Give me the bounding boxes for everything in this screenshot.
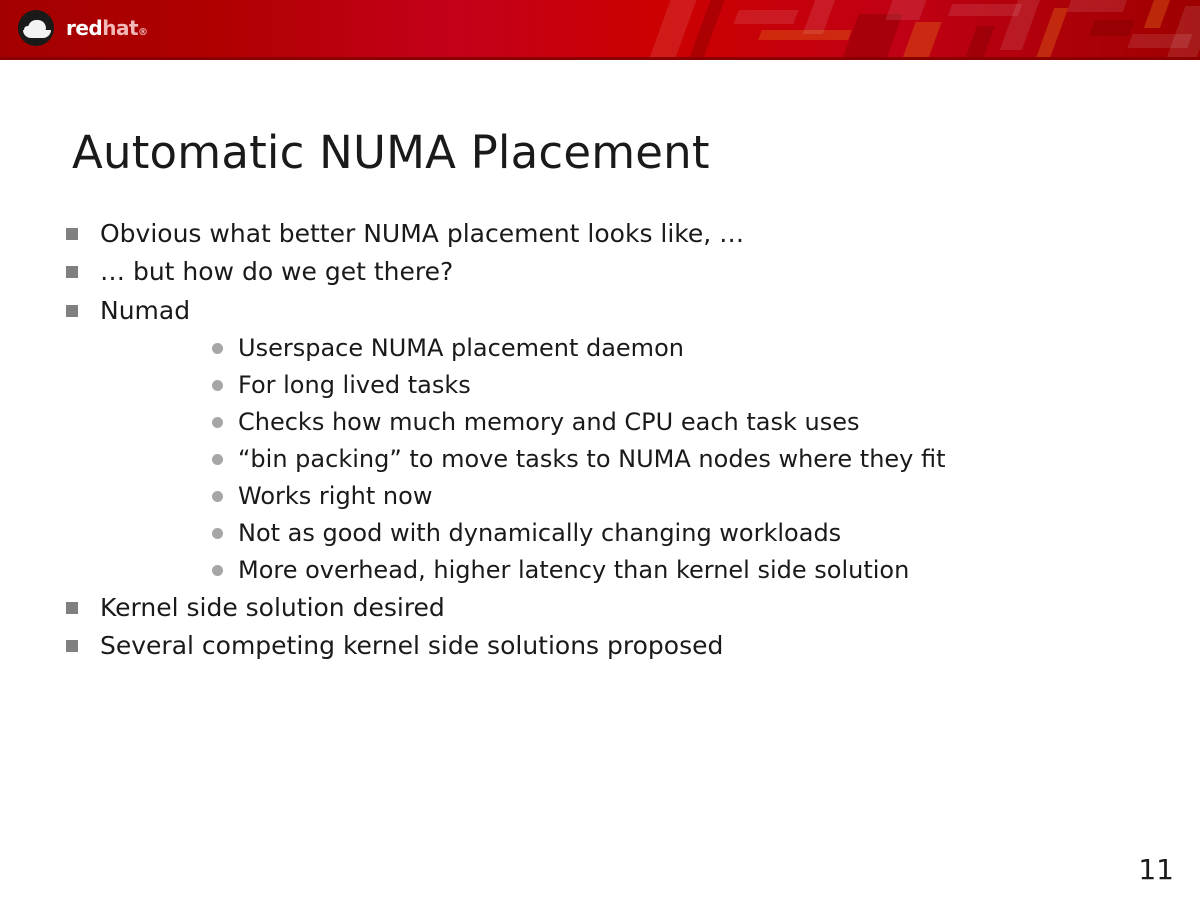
brand-trademark: ®	[138, 27, 148, 38]
square-bullet-icon	[66, 305, 78, 317]
bullet-text: Kernel side solution desired	[100, 592, 445, 622]
slide-body-content	[66, 218, 1146, 668]
sub-bullet-text: For long lived tasks	[238, 370, 471, 399]
brand-name-second: hat	[102, 16, 139, 40]
sub-bullet-item	[66, 555, 1146, 585]
bullet-item	[66, 295, 1146, 326]
sub-bullet-text: Userspace NUMA placement daemon	[238, 333, 684, 362]
sub-bullet-text: Not as good with dynamically changing workloads	[238, 518, 842, 547]
sub-bullet-text: “bin packing” to move tasks to NUMA nodes where they fit	[238, 444, 946, 473]
bullet-text: Several competing kernel side solutions proposed	[100, 631, 724, 660]
redhat-logo	[18, 8, 148, 48]
brand-name-first: red	[66, 16, 103, 40]
bullet-text: Numad	[100, 295, 191, 325]
square-bullet-icon	[66, 640, 78, 652]
bullet-item	[66, 630, 1146, 661]
sub-bullet-text: Checks how much memory and CPU each task uses	[238, 407, 860, 436]
header-decorative-pattern	[640, 0, 1200, 57]
slide-title: Automatic NUMA Placement	[72, 126, 710, 179]
round-bullet-icon	[212, 380, 223, 391]
square-bullet-icon	[66, 602, 78, 614]
redhat-wordmark	[66, 16, 148, 40]
bullet-item	[66, 256, 1146, 287]
round-bullet-icon	[212, 528, 223, 539]
square-bullet-icon	[66, 266, 78, 278]
sub-bullet-item	[66, 370, 1146, 400]
header-divider	[0, 57, 1200, 60]
slide-header-banner	[0, 0, 1200, 57]
sub-bullet-list	[66, 333, 1146, 585]
round-bullet-icon	[212, 565, 223, 576]
sub-bullet-item	[66, 333, 1146, 363]
square-bullet-icon	[66, 228, 78, 240]
sub-bullet-item	[66, 518, 1146, 548]
bullet-text: … but how do we get there?	[100, 257, 454, 287]
sub-bullet-item	[66, 407, 1146, 437]
sub-bullet-text: More overhead, higher latency than kernel side solution	[238, 555, 910, 584]
round-bullet-icon	[212, 454, 223, 465]
bullet-item	[66, 592, 1146, 623]
sub-bullet-text: Works right now	[238, 481, 433, 510]
round-bullet-icon	[212, 417, 223, 428]
page-number: 11	[1138, 853, 1174, 886]
round-bullet-icon	[212, 491, 223, 502]
bullet-item	[66, 218, 1146, 249]
redhat-shadowman-icon	[18, 8, 58, 48]
sub-bullet-item	[66, 444, 1146, 474]
round-bullet-icon	[212, 343, 223, 354]
sub-bullet-item	[66, 481, 1146, 511]
bullet-text: Obvious what better NUMA placement looks like, …	[100, 219, 745, 248]
